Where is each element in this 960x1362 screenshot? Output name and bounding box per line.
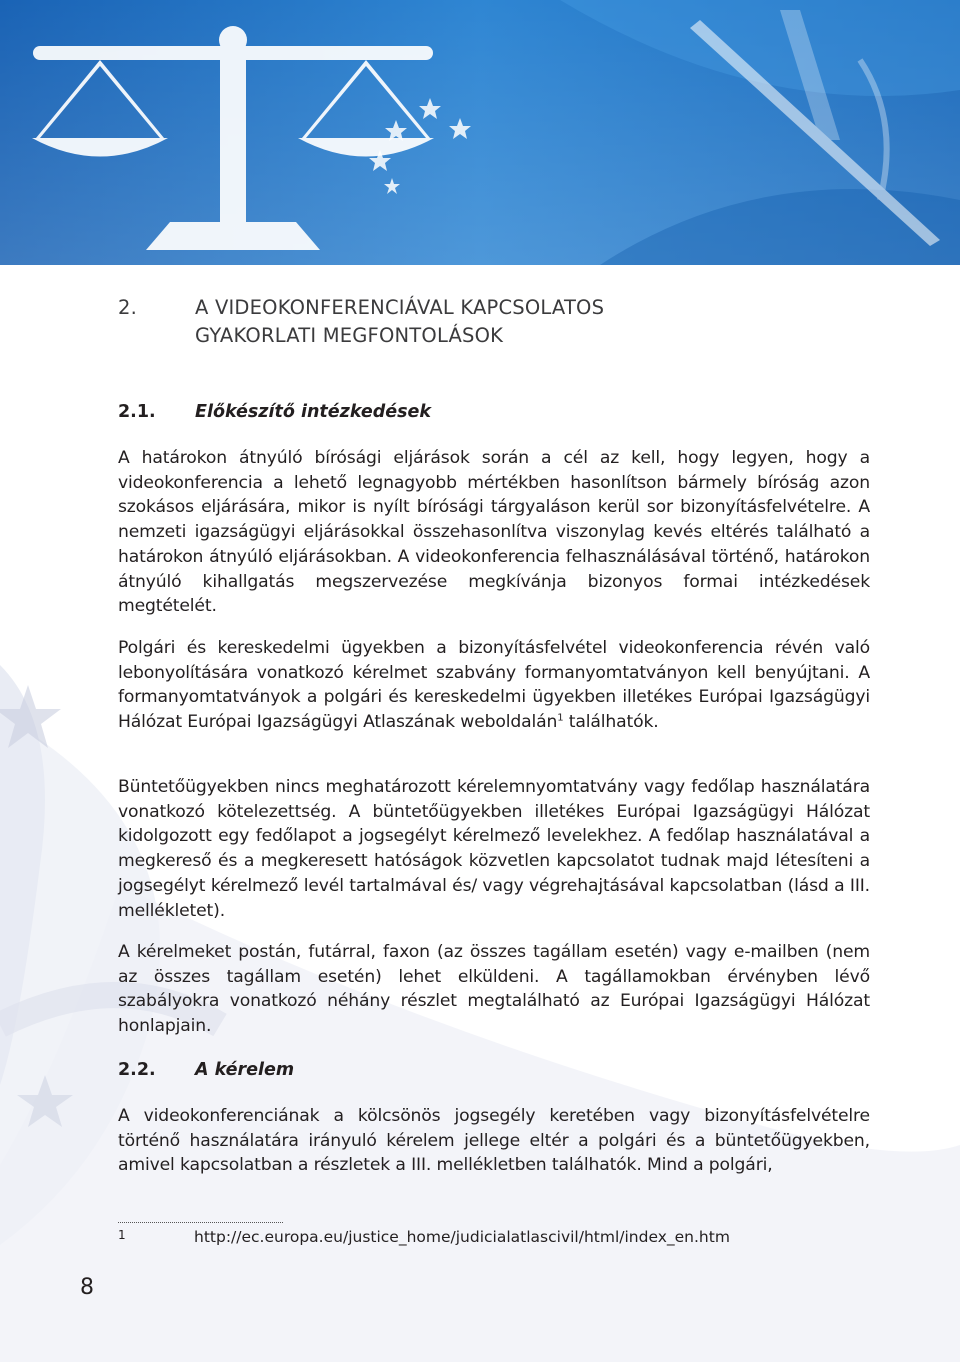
subsection-heading-1 [118,402,431,422]
paragraph: Büntetőügyekben nincs meghatározott kérelemnyomtatvány vagy fedőlap használatára vonatkozó kötelezettség. A büntetőügyekben illetékes Európai Igazságügyi Hálózat kidolgozott egy fedőlapot a jogsegélyt kérelmező levelekhez. A fedőlap használatával a megkereső és a megkeresett hatóságok közvetlen kapcsolatot tudnak majd létesíteni a jogsegélyt kérelmező levél tartalmával és/ vagy végrehajtásával kapcsolatban (lásd a III. mellékletet). [118,777,870,921]
footnote [118,1228,730,1246]
section-heading [118,294,604,350]
paragraph: A videokonferenciának a kölcsönös jogsegély keretében vagy bizonyításfelvételre történő használatára irányuló kérelem jellege eltér a polgári és a büntetőügyekben, amivel kapcsolatban a részletek a III. mellékletben találhatók. Mind a polgári, [118,1106,870,1176]
section-title-line2: GYAKORLATI MEGFONTOLÁSOK [195,324,504,347]
body-text-block-4 [118,940,870,1039]
footnote-mark: 1 [118,1228,126,1242]
subsection-title: A kérelem [195,1060,295,1080]
subsection-heading-2 [118,1060,294,1080]
paragraph: A kérelmeket postán, futárral, faxon (az összes tagállam esetén) vagy e-mailben (nem az összes tagállam esetén) lehet elküldeni. A tagállamokban érvényben lévő szabályokra vonatkozó néhány részlet megtalálható az Európai Igazságügyi Hálózat honlapjain. [118,942,870,1037]
subsection-number: 2.1. [118,402,156,422]
body-text-block-1 [118,446,870,619]
header-banner [0,0,960,265]
section-number: 2. [118,296,138,319]
footnote-reference: 1 [557,712,564,724]
body-text-block-5 [118,1104,870,1178]
subsection-title: Előkészítő intézkedések [195,402,432,422]
paragraph: A határokon átnyúló bírósági eljárások során a cél az kell, hogy legyen, hogy a videokonferencia a lehető legnagyobb mértékben hasonlítson bármely bíróság azon szokásos eljárására, mikor is nyílt bírósági tárgyaláson kerül sor bizonyításfelvételre. A nemzeti igazságügyi eljárásokkal összehasonlítva viszonylag kevés eltérés található a határokon átnyúló eljárásokban. A videokonferencia felhasználásával történő, határokon átnyúló kihallgatás megszervezése megkívánja bizonyos formai intézkedések megtételét. [118,448,870,617]
paragraph [118,636,870,735]
footnote-separator [118,1222,283,1223]
section-title-line1: A VIDEOKONFERENCIÁVAL KAPCSOLATOS [195,296,605,319]
paragraph-text-end: találhatók. [563,712,659,733]
footnote-link[interactable]: http://ec.europa.eu/justice_home/judicialatlascivil/html/index_en.htm [194,1228,730,1246]
paragraph-text: Polgári és kereskedelmi ügyekben a bizonyításfelvétel videokonferencia révén való lebonyolítására vonatkozó kérelmet szabvány formanyomtatványon kell benyújtani. A formanyomtatványok a polgári és kereskedelmi ügyekben illetékes Európai Igazságügyi Hálózat Európai Igazságügyi Atlaszának weboldalán [118,638,870,733]
subsection-number: 2.2. [118,1060,156,1080]
body-text-block-3 [118,775,870,923]
page-number: 8 [80,1275,94,1300]
body-text-block-2 [118,636,870,735]
